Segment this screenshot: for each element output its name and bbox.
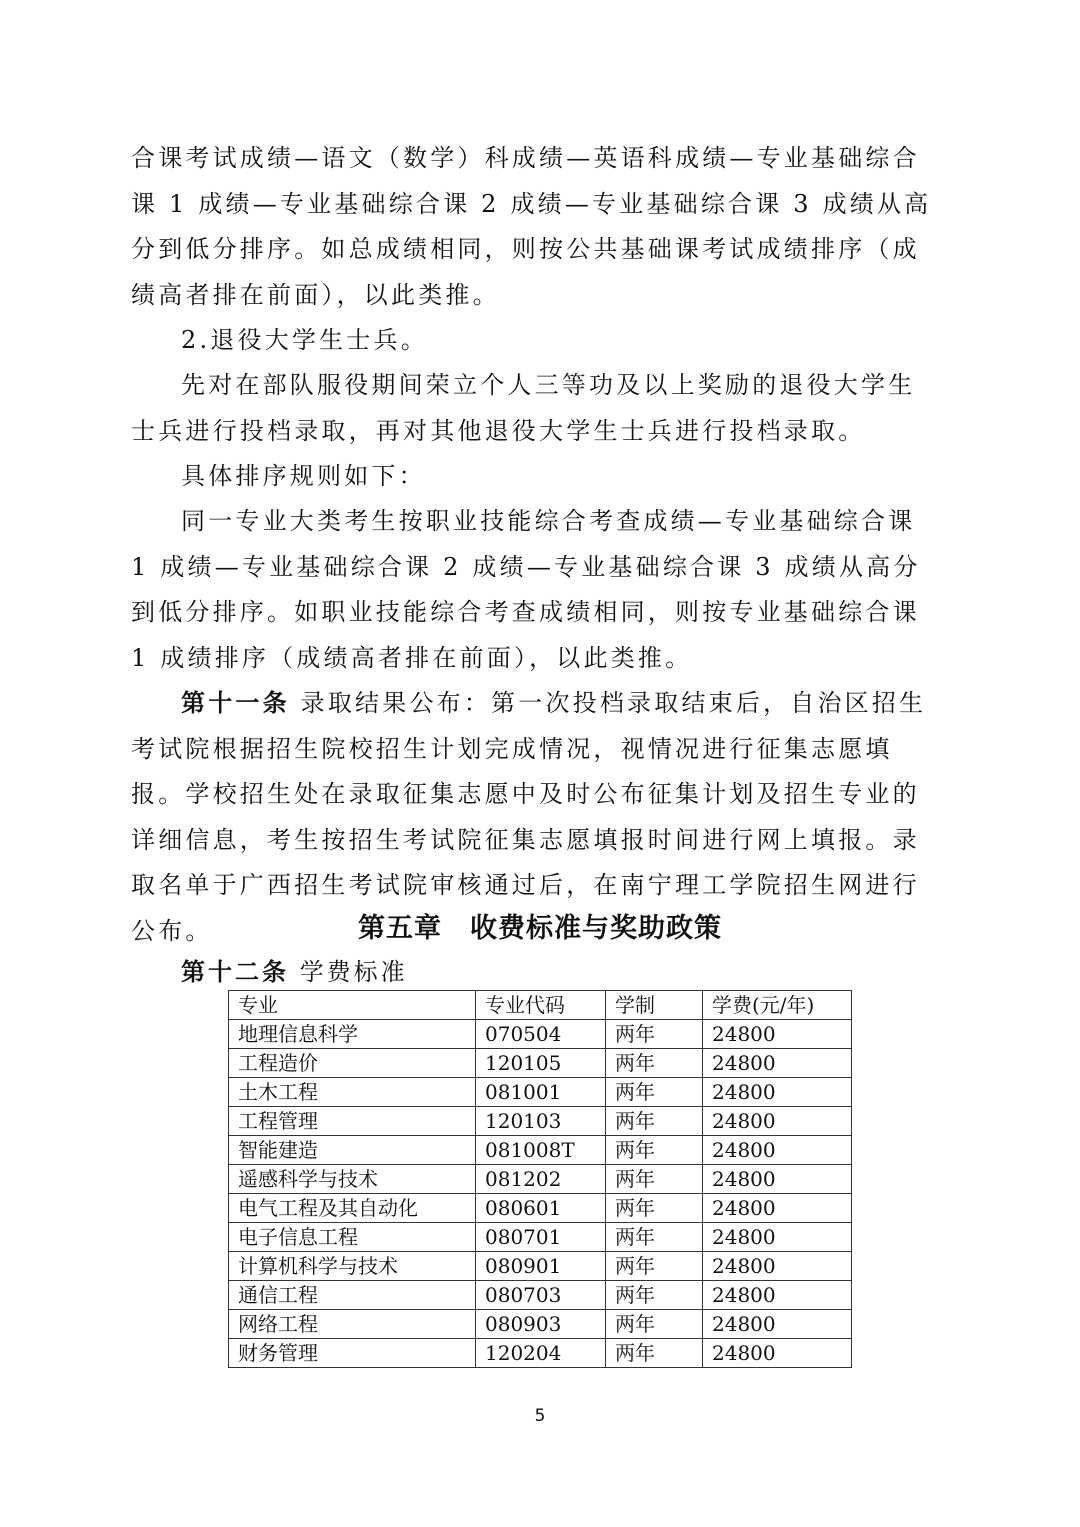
- column-header-duration: 学制: [606, 991, 703, 1020]
- cell-code: 120103: [476, 1107, 606, 1136]
- cell-tuition: 24800: [703, 1107, 852, 1136]
- cell-major: 工程管理: [229, 1107, 476, 1136]
- page-number: 5: [534, 1406, 546, 1426]
- cell-duration: 两年: [606, 1310, 703, 1339]
- table-body: [229, 1020, 852, 1368]
- cell-major: 土木工程: [229, 1078, 476, 1107]
- cell-code: 081202: [476, 1165, 606, 1194]
- cell-major: 工程造价: [229, 1049, 476, 1078]
- cell-code: 070504: [476, 1020, 606, 1049]
- tuition-table: [228, 990, 852, 1368]
- paragraph-ranking-intro: 具体排序规则如下：: [181, 462, 426, 490]
- column-header-major: 专业: [229, 991, 476, 1020]
- cell-code: 080601: [476, 1194, 606, 1223]
- cell-tuition: 24800: [703, 1194, 852, 1223]
- table-row: [229, 1049, 852, 1078]
- chapter-title: 第五章 收费标准与奖助政策: [358, 913, 722, 944]
- cell-duration: 两年: [606, 1078, 703, 1107]
- article-11-label: 第十一条: [181, 688, 290, 717]
- cell-duration: 两年: [606, 1194, 703, 1223]
- article-12-heading: [181, 952, 408, 987]
- cell-tuition: 24800: [703, 1223, 852, 1252]
- table-row: [229, 1020, 852, 1049]
- cell-code: 080903: [476, 1310, 606, 1339]
- cell-duration: 两年: [606, 1223, 703, 1252]
- cell-duration: 两年: [606, 1165, 703, 1194]
- table-row: [229, 1078, 852, 1107]
- cell-major: 地理信息科学: [229, 1020, 476, 1049]
- article-12-text: 学费标准: [289, 958, 408, 986]
- cell-major: 计算机科学与技术: [229, 1252, 476, 1281]
- cell-code: 081001: [476, 1078, 606, 1107]
- cell-duration: 两年: [606, 1136, 703, 1165]
- article-12-label: 第十二条: [181, 957, 289, 986]
- cell-tuition: 24800: [703, 1310, 852, 1339]
- table-row: [229, 1281, 852, 1310]
- column-header-tuition: 学费(元/年): [703, 991, 852, 1020]
- cell-duration: 两年: [606, 1339, 703, 1368]
- paragraph-veterans-admission: 先对在部队服役期间荣立个人三等功及以上奖励的退役大学生士兵进行投档录取，再对其他退役大学生士兵进行投档录取。: [131, 371, 916, 445]
- cell-tuition: 24800: [703, 1281, 852, 1310]
- cell-major: 网络工程: [229, 1310, 476, 1339]
- cell-major: 财务管理: [229, 1339, 476, 1368]
- table-row: [229, 1107, 852, 1136]
- cell-code: 080701: [476, 1223, 606, 1252]
- column-header-code: 专业代码: [476, 991, 606, 1020]
- cell-major: 通信工程: [229, 1281, 476, 1310]
- cell-duration: 两年: [606, 1049, 703, 1078]
- paragraph-ranking-rules: 合课考试成绩—语文（数学）科成绩—英语科成绩—专业基础综合课 1 成绩—专业基础综合课 2 成绩—专业基础综合课 3 成绩从高分到低分排序。如总成绩相同，则按公共基础课考试成绩排序（成绩高者排在前面），以此类推。: [131, 144, 932, 309]
- cell-tuition: 24800: [703, 1020, 852, 1049]
- cell-code: 120105: [476, 1049, 606, 1078]
- article-11-text: 录取结果公布：第一次投档录取结束后，自治区招生考试院根据招生院校招生计划完成情况，视情况进行征集志愿填报。学校招生处在录取征集志愿中及时公布征集计划及招生专业的详细信息，考生按招生考试院征集志愿填报时间进行网上填报。录取名单于广西招生考试院审核通过后，在南宁理工学院招生网进行公布。: [131, 689, 927, 945]
- paragraph-veterans-ranking: 同一专业大类考生按职业技能综合考查成绩—专业基础综合课 1 成绩—专业基础综合课 2 成绩—专业基础综合课 3 成绩从高分到低分排序。如职业技能综合考查成绩相同，则按专业基础综合课 1 成绩排序（成绩高者排在前面），以此类推。: [131, 507, 921, 672]
- cell-major: 电气工程及其自动化: [229, 1194, 476, 1223]
- cell-code: 080901: [476, 1252, 606, 1281]
- table-row: [229, 1339, 852, 1368]
- cell-major: 电子信息工程: [229, 1223, 476, 1252]
- cell-tuition: 24800: [703, 1165, 852, 1194]
- table-row: [229, 1310, 852, 1339]
- table-row: [229, 1252, 852, 1281]
- cell-duration: 两年: [606, 1281, 703, 1310]
- cell-tuition: 24800: [703, 1339, 852, 1368]
- cell-code: 080703: [476, 1281, 606, 1310]
- table-header-row: [229, 991, 852, 1020]
- cell-tuition: 24800: [703, 1136, 852, 1165]
- table-row: [229, 1136, 852, 1165]
- cell-duration: 两年: [606, 1020, 703, 1049]
- cell-code: 081008T: [476, 1136, 606, 1165]
- table-row: [229, 1194, 852, 1223]
- cell-duration: 两年: [606, 1252, 703, 1281]
- table-row: [229, 1223, 852, 1252]
- paragraph-veterans-heading: 2.退役大学生士兵。: [181, 326, 428, 354]
- cell-tuition: 24800: [703, 1078, 852, 1107]
- cell-duration: 两年: [606, 1107, 703, 1136]
- table-row: [229, 1165, 852, 1194]
- cell-major: 智能建造: [229, 1136, 476, 1165]
- cell-tuition: 24800: [703, 1049, 852, 1078]
- cell-tuition: 24800: [703, 1252, 852, 1281]
- cell-code: 120204: [476, 1339, 606, 1368]
- cell-major: 遥感科学与技术: [229, 1165, 476, 1194]
